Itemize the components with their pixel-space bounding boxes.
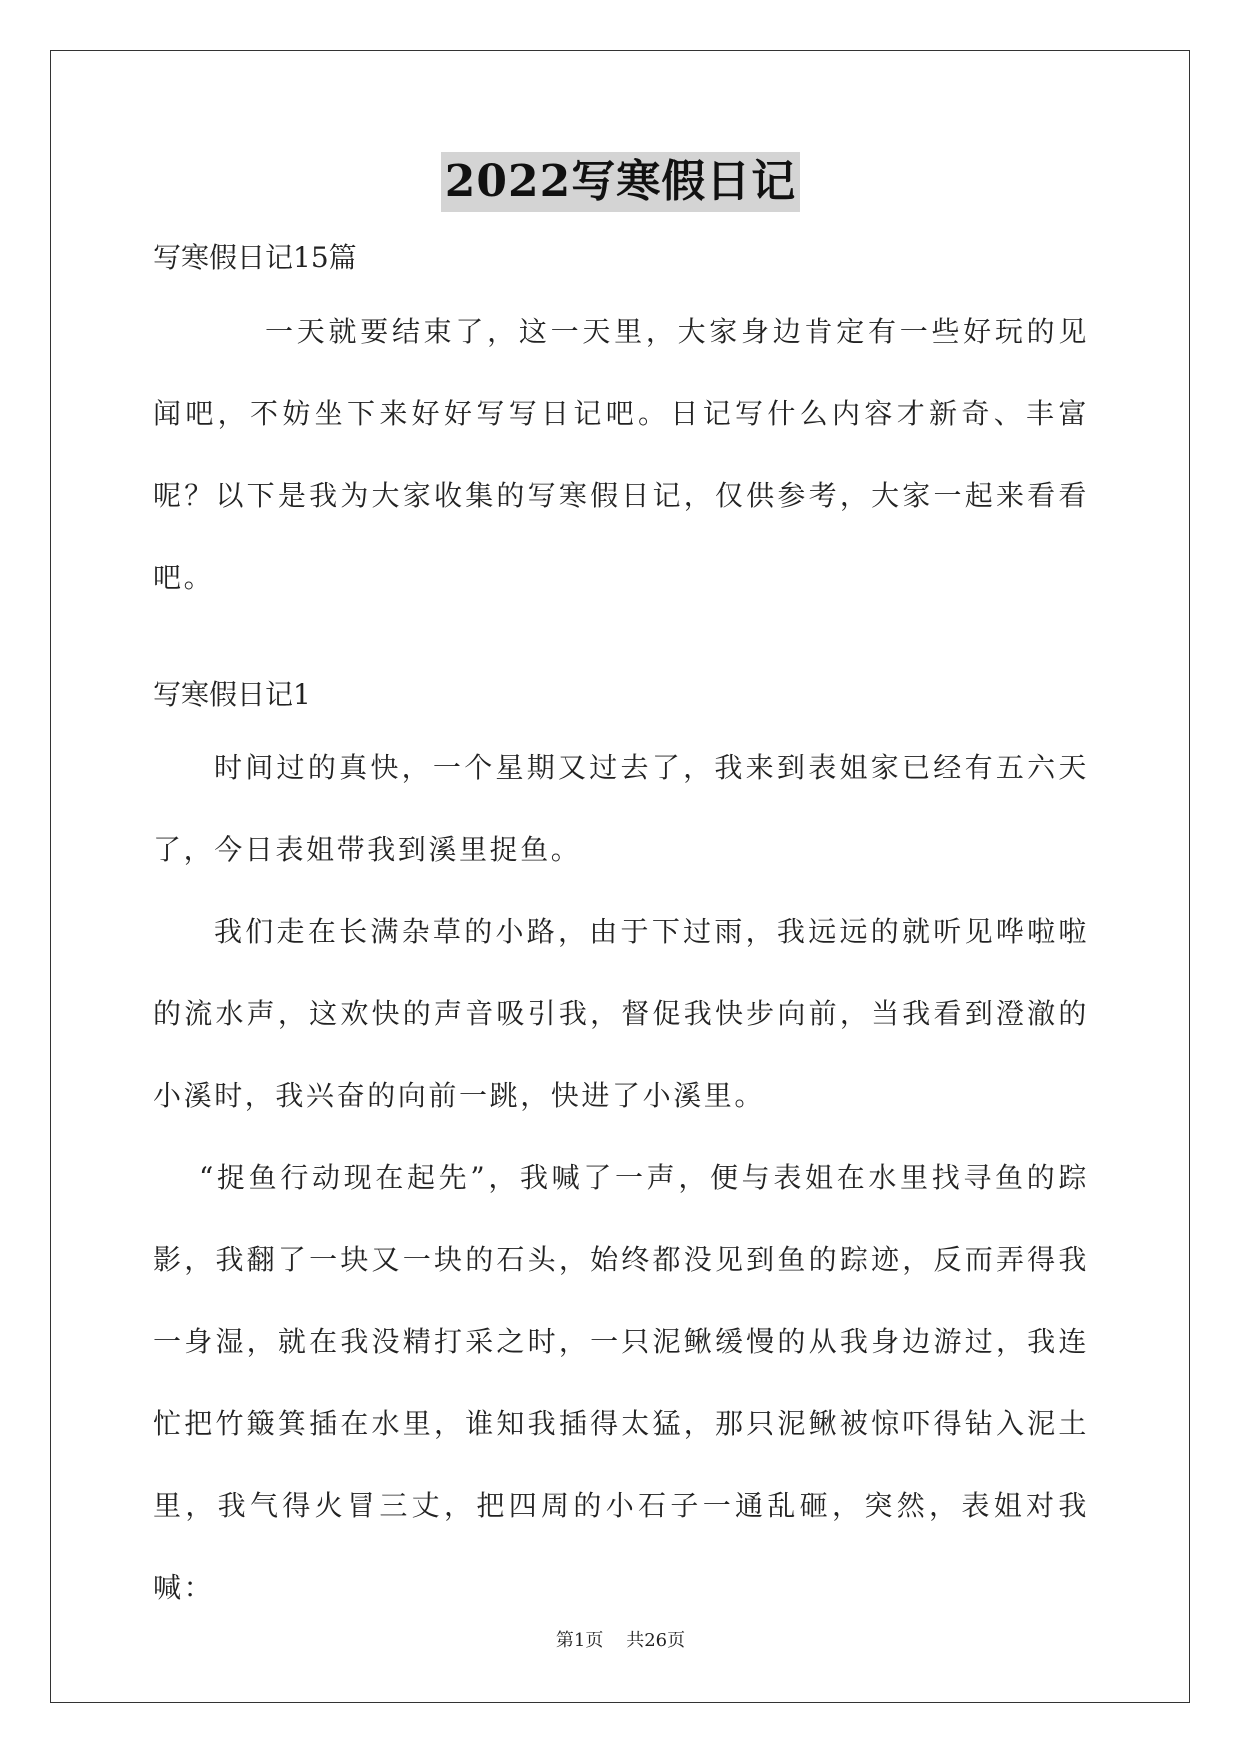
body-paragraph-1: 时间过的真快，一个星期又过去了，我来到表姐家已经有五六天了，今日表姐带我到溪里捉鱼。 — [153, 751, 1089, 866]
page-number: 1 — [573, 1630, 586, 1651]
title-block — [0, 152, 1241, 212]
section-heading: 写寒假日记1 — [153, 678, 311, 711]
page-footer — [0, 1626, 1241, 1652]
intro-paragraph: 一天就要结束了，这一天里，大家身边肯定有一些好玩的见闻吧，不妨坐下来好好写写日记吧。日记写什么内容才新奇、丰富呢？以下是我为大家收集的写寒假日记，仅供参考，大家一起来看看吧。 — [153, 315, 1089, 594]
page-prefix: 第 — [555, 1630, 574, 1651]
total-prefix: 共 — [626, 1630, 645, 1651]
total-pages: 26 — [644, 1630, 668, 1651]
body-paragraph-3: “捉鱼行动现在起先”，我喊了一声，便与表姐在水里找寻鱼的踪影，我翻了一块又一块的石头，始终都没见到鱼的踪迹，反而弄得我一身湿，就在我没精打采之时，一只泥鳅缓慢的从我身边游过，我连忙把竹簸箕插在水里，谁知我插得太猛，那只泥鳅被惊吓得钻入泥土里，我气得火冒三丈，把四周的小石子一通乱砸，突然，表姐对我喊： — [153, 1161, 1089, 1604]
body-paragraph-2: 我们走在长满杂草的小路，由于下过雨，我远远的就听见哗啦啦的流水声，这欢快的声音吸引我，督促我快步向前，当我看到澄澈的小溪时，我兴奋的向前一跳，快进了小溪里。 — [153, 915, 1089, 1112]
page-suffix: 页 — [585, 1630, 604, 1651]
document-title: 2022写寒假日记 — [441, 152, 800, 212]
document-subtitle: 写寒假日记15篇 — [153, 241, 357, 274]
total-suffix: 页 — [667, 1630, 686, 1651]
